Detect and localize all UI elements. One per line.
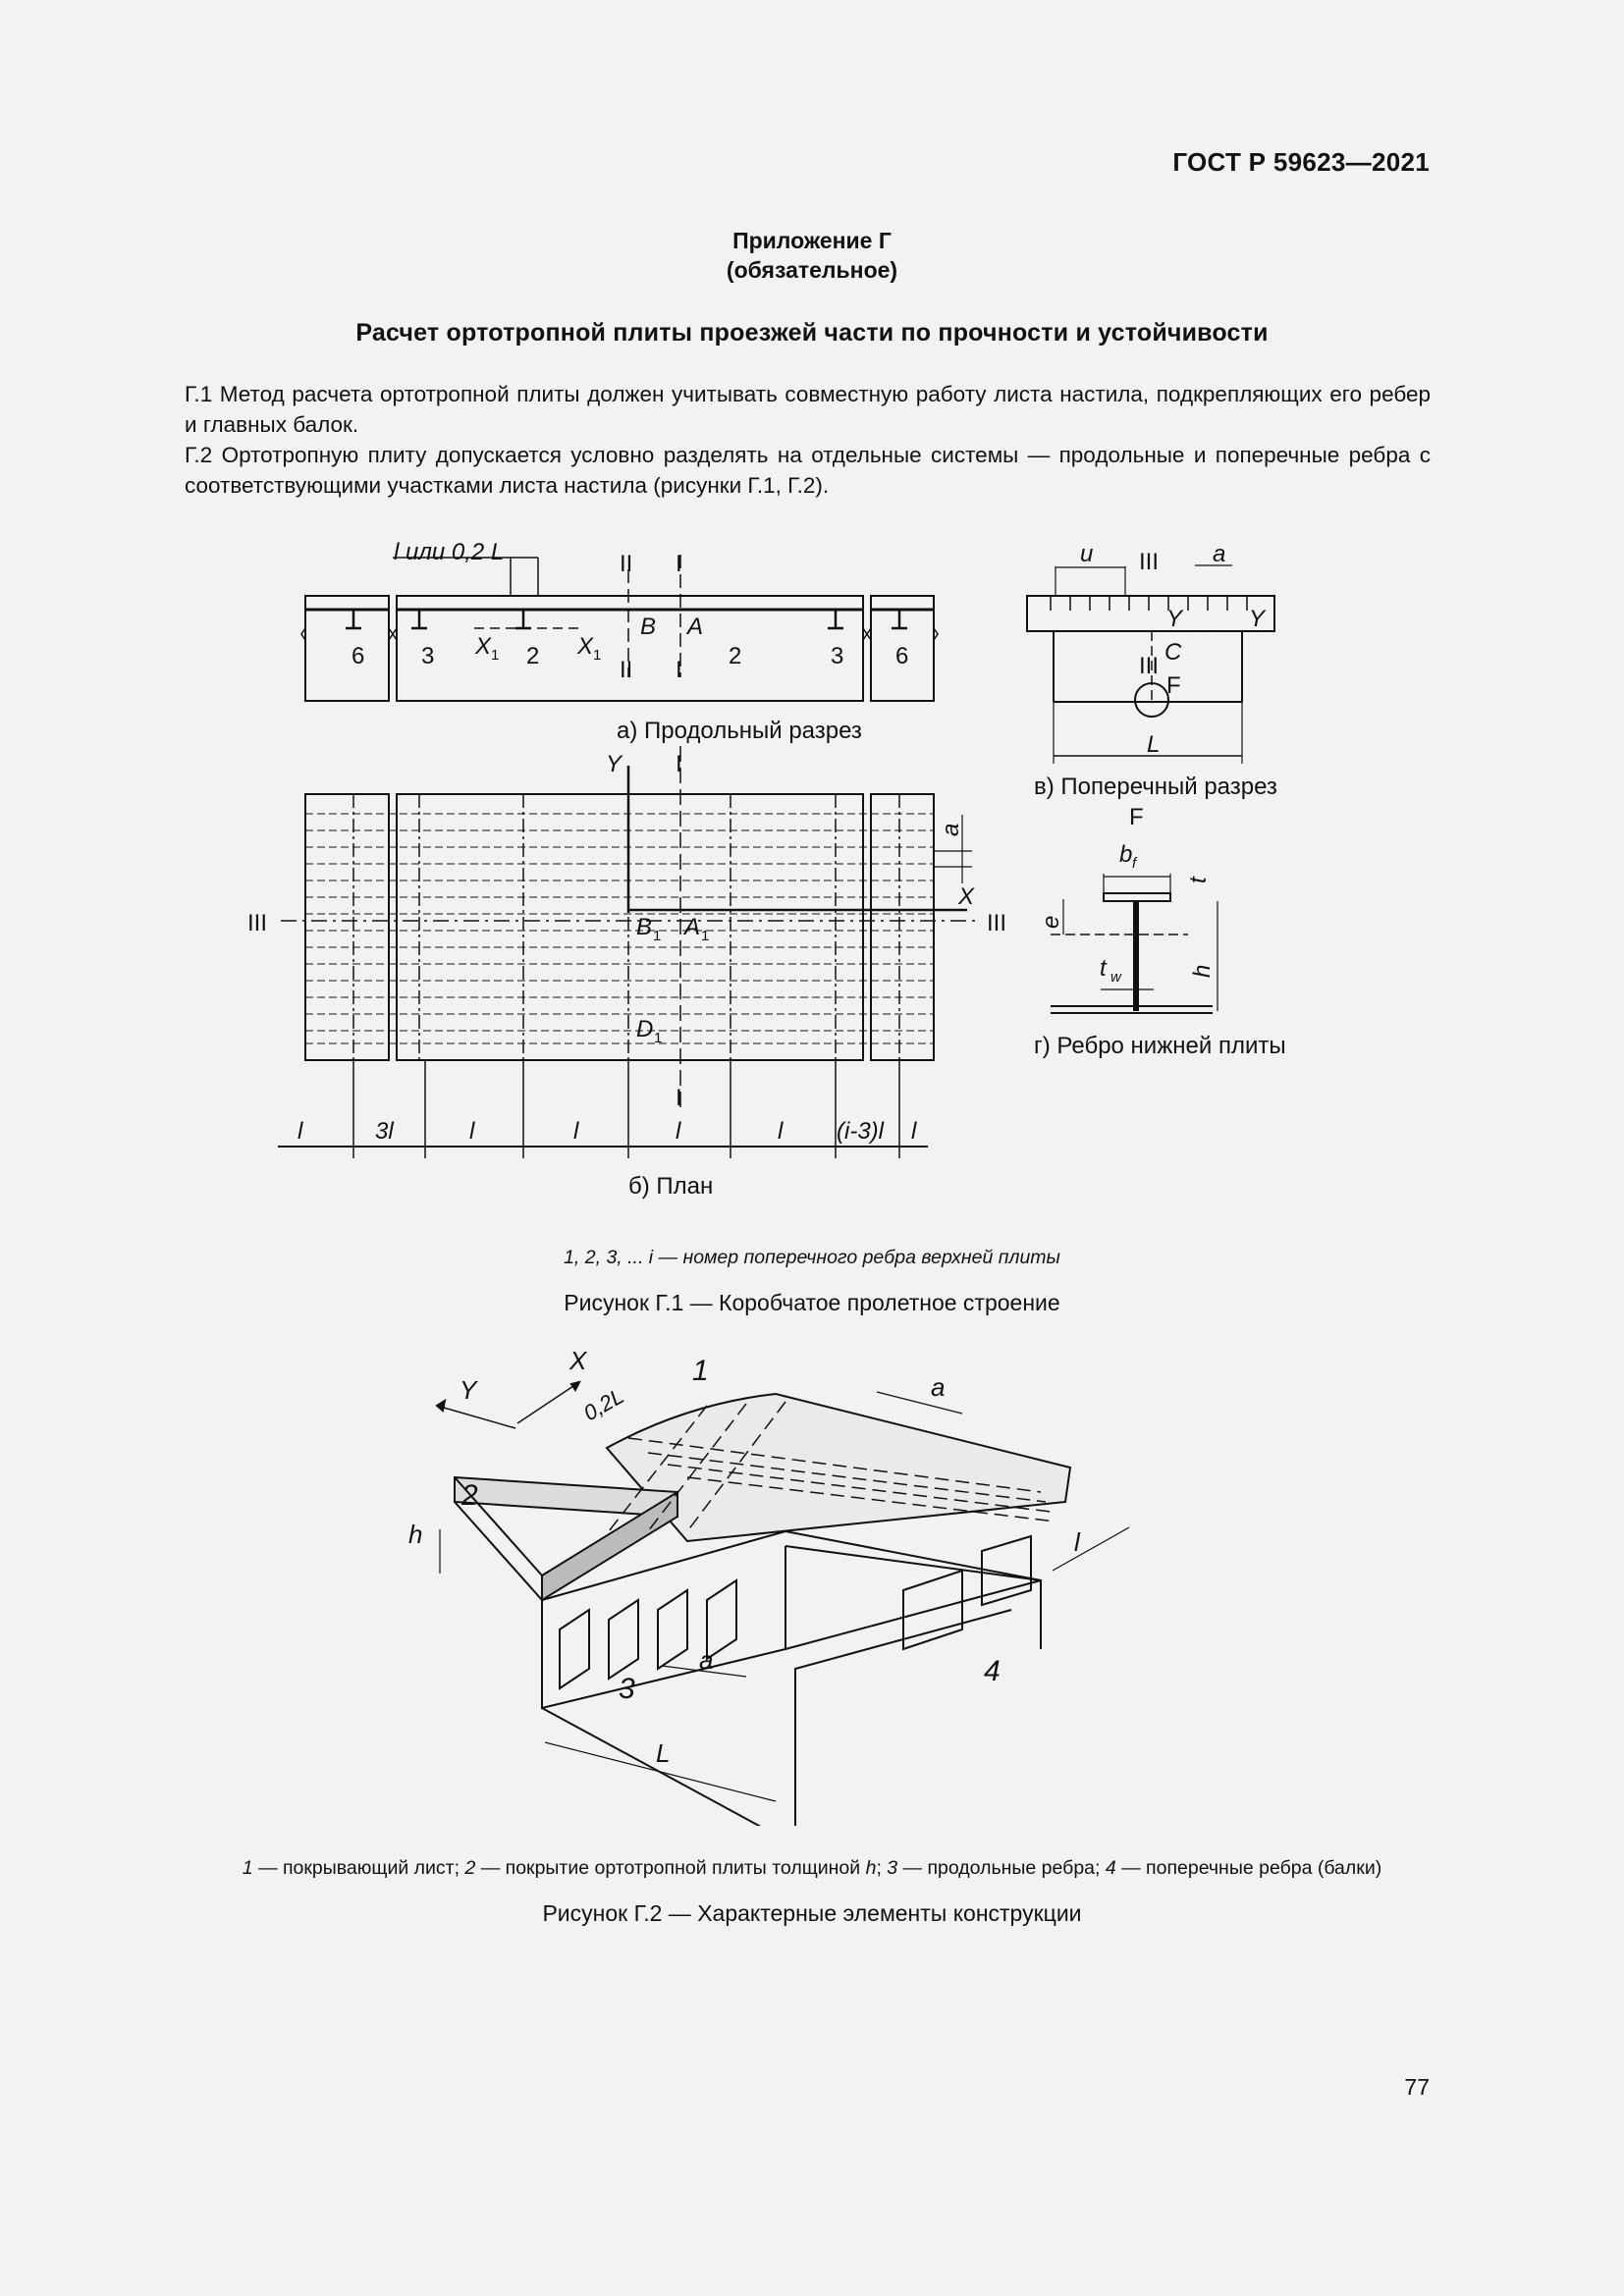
label-x1-right-sub: 1 bbox=[593, 647, 602, 664]
point-b: B bbox=[640, 614, 657, 640]
section-mark-ii-bottom: II bbox=[620, 657, 633, 683]
appendix-title: Приложение Г bbox=[732, 228, 892, 253]
dim-L-fig2: L bbox=[656, 1738, 671, 1768]
point-a: A bbox=[687, 614, 704, 640]
dim-l-fig2: l bbox=[1074, 1527, 1080, 1557]
span-3l: 3l bbox=[375, 1118, 394, 1145]
span-l-5: l bbox=[778, 1118, 784, 1145]
appendix-status: (обязательное) bbox=[726, 257, 898, 283]
section-mark-iii-cross-bottom: III bbox=[1139, 653, 1160, 679]
subcaption-b: б) План bbox=[628, 1173, 714, 1200]
web-height-hw: h bbox=[1189, 964, 1216, 978]
thickness-h: h bbox=[408, 1520, 423, 1549]
section-mark-i-bottom: I bbox=[676, 657, 682, 683]
dim-u: u bbox=[1080, 541, 1094, 567]
subcaption-g: г) Ребро нижней плиты bbox=[1034, 1033, 1286, 1059]
label-3-right: 3 bbox=[831, 643, 844, 669]
label-2-left: 2 bbox=[526, 643, 540, 669]
flange-width-bf: b bbox=[1119, 841, 1133, 868]
section-mark-iii-left: III bbox=[247, 910, 268, 936]
axis-x-label: X bbox=[958, 883, 975, 910]
label-6-left: 6 bbox=[352, 643, 365, 669]
point-a1: A bbox=[684, 914, 701, 940]
span-l-2: l bbox=[469, 1118, 475, 1145]
point-c: C bbox=[1164, 639, 1182, 666]
callout-3: 3 bbox=[619, 1673, 635, 1705]
document-code: ГОСТ Р 59623—2021 bbox=[1172, 147, 1430, 177]
web-thickness-tw-sub: w bbox=[1110, 969, 1121, 986]
span-i-3-l: (i-3)l bbox=[837, 1118, 884, 1145]
eccentricity-e: e bbox=[1038, 915, 1064, 929]
section-mark-i-top: I bbox=[676, 551, 682, 577]
section-mark-iii-right: III bbox=[987, 910, 1007, 936]
point-y1-right: Y bbox=[1249, 606, 1266, 632]
dim-a-fig2-top: a bbox=[931, 1372, 946, 1402]
span-length-L: L bbox=[1147, 731, 1161, 758]
point-d1: D bbox=[636, 1016, 654, 1042]
subcaption-a: а) Продольный разрез bbox=[617, 718, 862, 744]
label-6-right: 6 bbox=[895, 643, 909, 669]
label-x1-left: X bbox=[475, 633, 492, 660]
span-l-1: l bbox=[298, 1118, 303, 1145]
figure-1-legend: 1, 2, 3, ... i — номер поперечного ребра верхней плиты bbox=[564, 1247, 1060, 1268]
spacing-a-plan: a bbox=[938, 823, 964, 836]
label-3-left: 3 bbox=[421, 643, 435, 669]
axis-x-fig2: X bbox=[569, 1346, 587, 1375]
label-2-right: 2 bbox=[729, 643, 742, 669]
point-b1: B bbox=[636, 914, 653, 940]
callout-4: 4 bbox=[984, 1655, 1001, 1687]
callout-2: 2 bbox=[461, 1479, 478, 1512]
point-y1-left: Y bbox=[1166, 606, 1183, 632]
orthotropic-plate-isometric bbox=[437, 1382, 1129, 1826]
span-l-6: l bbox=[911, 1118, 917, 1145]
axis-y-label: Y bbox=[606, 751, 623, 777]
dim-l-or-02L: l или 0,2 L bbox=[394, 539, 505, 565]
span-l-3: l bbox=[573, 1118, 579, 1145]
web-thickness-tw: t bbox=[1100, 955, 1107, 982]
plan-view bbox=[278, 746, 978, 1158]
point-d1-sub: 1 bbox=[654, 1030, 663, 1046]
paragraph-g2: Г.2 Ортотропную плиту допускается условно разделять на отдельные системы — продольные и поперечные ребра с соответствующими участками листа настила (рисунки Г.1, Г.2). bbox=[185, 443, 1431, 498]
point-b1-sub: 1 bbox=[653, 928, 662, 944]
detail-f-mark: F bbox=[1166, 672, 1181, 699]
span-l-4: l bbox=[676, 1118, 681, 1145]
paragraph-g1: Г.1 Метод расчета ортотропной плиты должен учитывать совместную работу листа настила, подкрепляющих его ребер и главных балок. bbox=[185, 382, 1431, 437]
detail-f-title: F bbox=[1129, 804, 1144, 830]
page-number: 77 bbox=[1404, 2074, 1430, 2100]
axis-y-fig2: Y bbox=[460, 1375, 477, 1405]
point-a1-sub: 1 bbox=[701, 928, 710, 944]
figure-2-caption: Рисунок Г.2 — Характерные элементы конструкции bbox=[542, 1900, 1082, 1926]
dim-a-cross: a bbox=[1213, 541, 1226, 567]
dim-a-fig2-bottom: a bbox=[699, 1645, 714, 1675]
dim-02L-fig2: 0,2L bbox=[579, 1383, 628, 1426]
section-title: Расчет ортотропной плиты проезжей части по прочности и устойчивости bbox=[355, 319, 1269, 347]
section-mark-i-plan-top: I bbox=[676, 751, 682, 777]
figure-1-caption: Рисунок Г.1 — Коробчатое пролетное строение bbox=[564, 1290, 1060, 1315]
figure-2-legend: 1 — покрывающий лист; 2 — покрытие ортотропной плиты толщиной h; 3 — продольные ребра; 4 — поперечные ребра (балки) bbox=[242, 1857, 1382, 1879]
section-mark-iii-cross-top: III bbox=[1139, 549, 1160, 575]
label-x1-right: X bbox=[577, 633, 594, 660]
subcaption-v: в) Поперечный разрез bbox=[1034, 774, 1277, 800]
section-mark-ii-top: II bbox=[620, 551, 633, 577]
label-x1-left-sub: 1 bbox=[491, 647, 500, 664]
section-mark-i-plan-bottom: I bbox=[676, 1085, 682, 1111]
flange-width-bf-sub: f bbox=[1132, 855, 1137, 872]
flange-thickness-tf: t bbox=[1185, 877, 1212, 883]
callout-1: 1 bbox=[692, 1355, 709, 1387]
rib-detail bbox=[1051, 874, 1218, 1013]
figure-2-drawing bbox=[0, 1335, 1624, 1826]
